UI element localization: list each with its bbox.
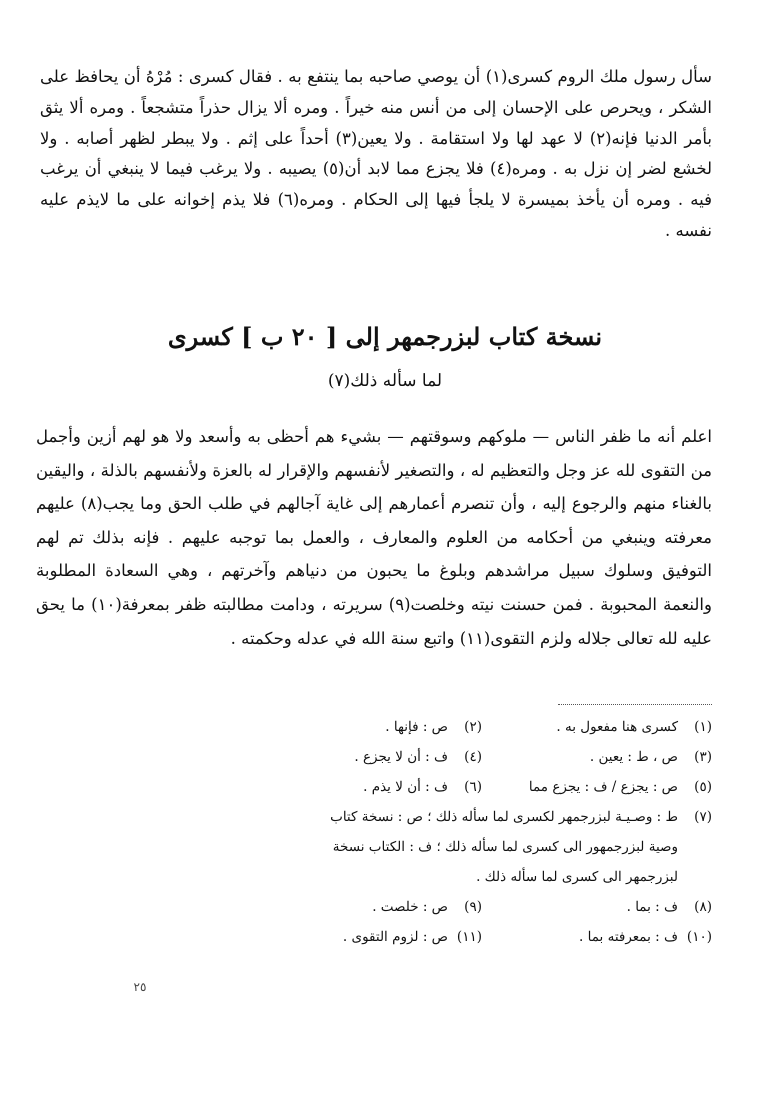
footnote: (٦)ف : أن لا يذم . [363,779,482,795]
footnotes-list [72,712,712,952]
footnote: (١٠)ف : بمعرفته بما . [579,929,712,945]
opening-paragraph: سأل رسول ملك الروم كسرى(١) أن يوصي صاحبه بما ينتفع به . فقال كسرى : مُرْهُ أن يحافظ على الشكر ، ويحرص على الإحسان إلى من أنس منه خيراً . ومره ألا يزال حذراً متشجعاً . ومره ألا يثق بأمر الدنيا فإنه(٢) لا عهد لها ولا استقامة . ولا يعين(٣) أحداً على إثم . ولا يبطر لظهر أصابه . ولا لخشع لضر إن نزل به . ومره(٤) فلا يجزع مما لابد أن(٥) يصيبه . ولا يرغب فيما لا ينبغي أن يرغب فيه . ومره أن يأخذ بميسرة لا يلجأ فيها إلى الحكام . ومره(٦) فلا يذم إخوانه على ما لايذم عليه نفسه . [40,67,712,240]
footnote: (١)كسرى هنا مفعول به . [556,719,712,735]
footnote-row [72,742,712,772]
footnote-row [72,712,712,742]
footnote: (٤)ف : أن لا يجزع . [354,749,482,765]
footnote: (٩)ص : خلصت . [372,899,482,915]
footnote-row [72,922,712,952]
page-number: ٢٥ [133,980,147,994]
footnote-row [72,892,712,922]
footnote-continuation: وصية لبزرجمهور الى كسرى لما سأله ذلك ؛ ف : الكتاب نسخة [332,839,678,855]
section-subtitle: لما سأله ذلك(٧) [327,371,443,391]
footnote-divider [558,704,712,705]
footnote: (٢)ص : فإنها . [385,719,482,735]
section-title: نسخة كتاب لبزرجمهر إلى [ ٢٠ ب ] كسرى [167,322,603,351]
body-paragraph: اعلم أنه ما ظفر الناس — ملوكهم وسوقتهم — بشيء هم أحظى به وأسعد ولا هو لهم أزين وأجمل من التقوى لله عز وجل والتعظيم له ، والتصغير لأنفسهم والإقرار له بالعزة ولأنفسهم بالذلة ، واليقين بالغناء منهم والرجوع إليه ، وأن تنصرم أعمارهم إلى غاية آجالهم في طلب الحق وما يجب(٨) عليهم معرفته وينبغي من أحكامه من العلوم والمعارف ، والعمل بما توجبه عليهم . فإنه بذلك تم لهم التوفيق وسلوك سبيل مراشدهم وبلوغ ما يحبون من دنياهم وآخرتهم ، وهي السعادة المطلوبة والنعمة المحبوبة . فمن حسنت نيته وخلصت(٩) سريرته ، ودامت مطالبته ظفر بمعرفة(١٠) ما يحق عليه لله تعالى جلاله ولزم التقوى(١١) واتبع سنة الله في عدله وحكمته . [36,427,712,648]
footnote: (٨)ف : بما . [626,899,712,915]
footnote: (٣)ص ، ط : يعين . [589,749,712,765]
footnote: (٥)ص : يجزع / ف : يجزع مما [528,779,712,795]
footnote: (١١)ص : لزوم التقوى . [342,929,482,945]
footnote-row [72,772,712,802]
footnote-continuation: لبزرجمهر الى كسرى لما سأله ذلك . [476,869,678,885]
footnote: (٧)ط : وصـيـة لبزرجمهر لكسرى لما سأله ذلك ؛ ص : نسخة كتاب [330,809,712,825]
footnote-row [72,802,712,832]
